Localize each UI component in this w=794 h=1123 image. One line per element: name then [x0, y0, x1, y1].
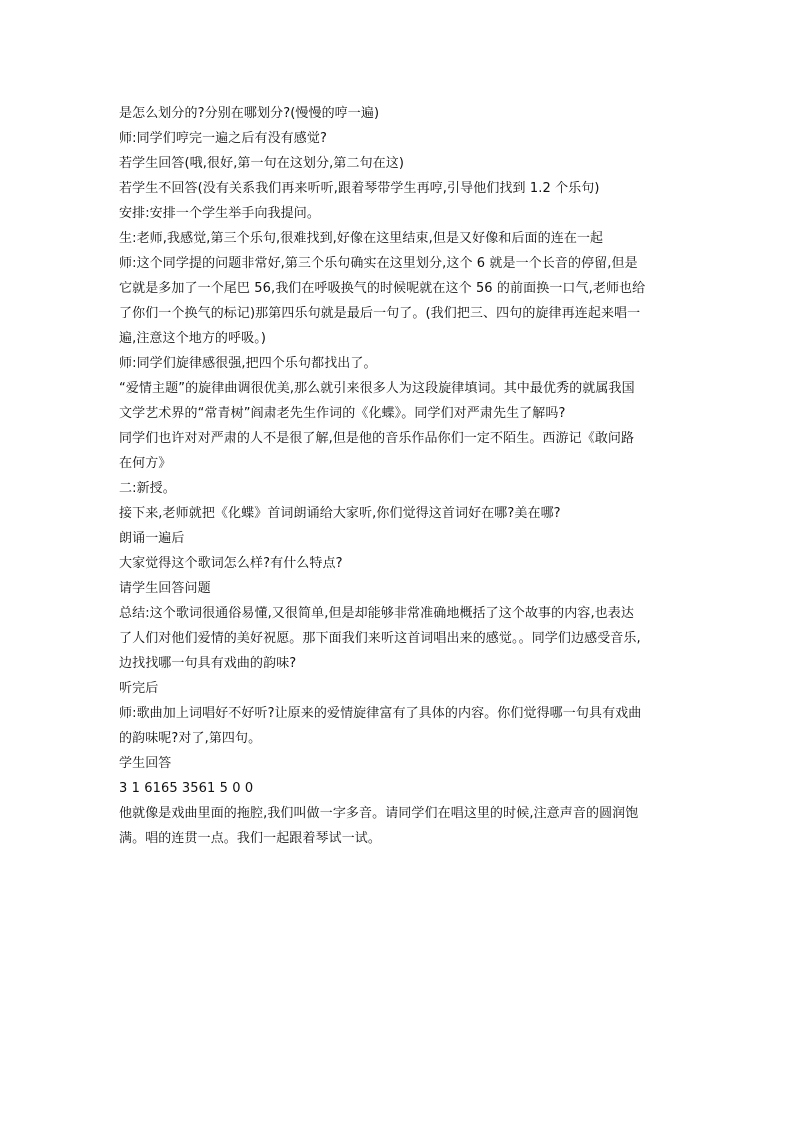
text-line: 了你们一个换气的标记)那第四乐句就是最后一句了。(我们把三、四句的旋律再连起来唱一 [119, 306, 641, 321]
text-line: 师:同学们旋律感很强,把四个乐句都找出了。 [119, 356, 377, 371]
text-line: 同学们也许对对严肃的人不是很了解,但是他的音乐作品你们一定不陌生。西游记《敢问路 [119, 431, 635, 446]
text-line: 文学艺术界的“常青树”阎肃老先生作词的《化蝶》。同学们对严肃先生了解吗? [119, 406, 566, 421]
text-line: 若学生回答(哦,很好,第一句在这划分,第二句在这) [119, 156, 405, 171]
text-line: 满。唱的连贯一点。我们一起跟着琴试一试。 [119, 831, 382, 846]
paragraph [119, 526, 677, 551]
paragraph [119, 201, 677, 226]
paragraph [119, 351, 677, 376]
paragraph [119, 751, 677, 776]
text-line: 听完后 [119, 681, 159, 696]
paragraph [119, 801, 677, 851]
text-line: 的韵味呢?对了,第四句。 [119, 731, 262, 746]
text-line: 了人们对他们爱情的美好祝愿。那下面我们来听这首词唱出来的感觉。。同学们边感受音乐, [119, 631, 641, 646]
paragraph [119, 476, 677, 501]
text-line: 师:同学们哼完一遍之后有没有感觉? [119, 131, 327, 146]
paragraph [119, 176, 677, 201]
paragraph [119, 601, 677, 676]
text-line: 边找找哪一句具有戏曲的韵味? [119, 656, 297, 671]
paragraph [119, 776, 677, 801]
text-line: 3 1 6165 3561 5 0 0 [119, 781, 254, 796]
paragraph [119, 676, 677, 701]
text-line: 若学生不回答(没有关系我们再来听听,跟着琴带学生再哼,引导他们找到 1.2 个乐句) [119, 181, 600, 196]
text-line: 总结:这个歌词很通俗易懂,又很简单,但是却能够非常准确地概括了这个故事的内容,也表达 [119, 606, 634, 621]
text-line: 朗诵一遍后 [119, 531, 185, 546]
text-line: 二:新授。 [119, 481, 176, 496]
paragraph [119, 501, 677, 526]
text-line: 安排:安排一个学生举手向我提问。 [119, 206, 320, 221]
text-line: “爱情主题”的旋律曲调很优美,那么就引来很多人为这段旋律填词。其中最优秀的就属我国 [119, 381, 635, 396]
text-line: 大家觉得这个歌词怎么样?有什么特点? [119, 556, 343, 571]
text-line: 请学生回答问题 [119, 581, 211, 596]
text-line: 生:老师,我感觉,第三个乐句,很难找到,好像在这里结束,但是又好像和后面的连在一起 [119, 231, 604, 246]
paragraph [119, 226, 677, 251]
paragraph [119, 126, 677, 151]
paragraph [119, 251, 677, 351]
text-line: 接下来,老师就把《化蝶》首词朗诵给大家听,你们觉得这首词好在哪?美在哪? [119, 506, 561, 521]
text-line: 是怎么划分的?分别在哪划分?(慢慢的哼一遍) [119, 106, 380, 121]
text-line: 他就像是戏曲里面的拖腔,我们叫做一字多音。请同学们在唱这里的时候,注意声音的圆润饱 [119, 806, 639, 821]
paragraph [119, 426, 677, 476]
paragraph [119, 101, 677, 126]
text-line: 师:这个同学提的问题非常好,第三个乐句确实在这里划分,这个 6 就是一个长音的停留,但是 [119, 256, 638, 271]
text-line: 它就是多加了一个尾巴 56,我们在呼吸换气的时候呢就在这个 56 的前面换一口气,老师也给 [119, 281, 646, 296]
text-line: 师:歌曲加上词唱好不好听?让原来的爱情旋律富有了具体的内容。你们觉得哪一句具有戏曲 [119, 706, 642, 721]
text-line: 在何方》 [119, 456, 172, 471]
document-body [119, 101, 677, 851]
text-line: 学生回答 [119, 756, 172, 771]
paragraph [119, 701, 677, 751]
paragraph [119, 551, 677, 576]
text-line: 遍,注意这个地方的呼吸。) [119, 331, 267, 346]
paragraph [119, 576, 677, 601]
paragraph [119, 151, 677, 176]
paragraph [119, 376, 677, 426]
